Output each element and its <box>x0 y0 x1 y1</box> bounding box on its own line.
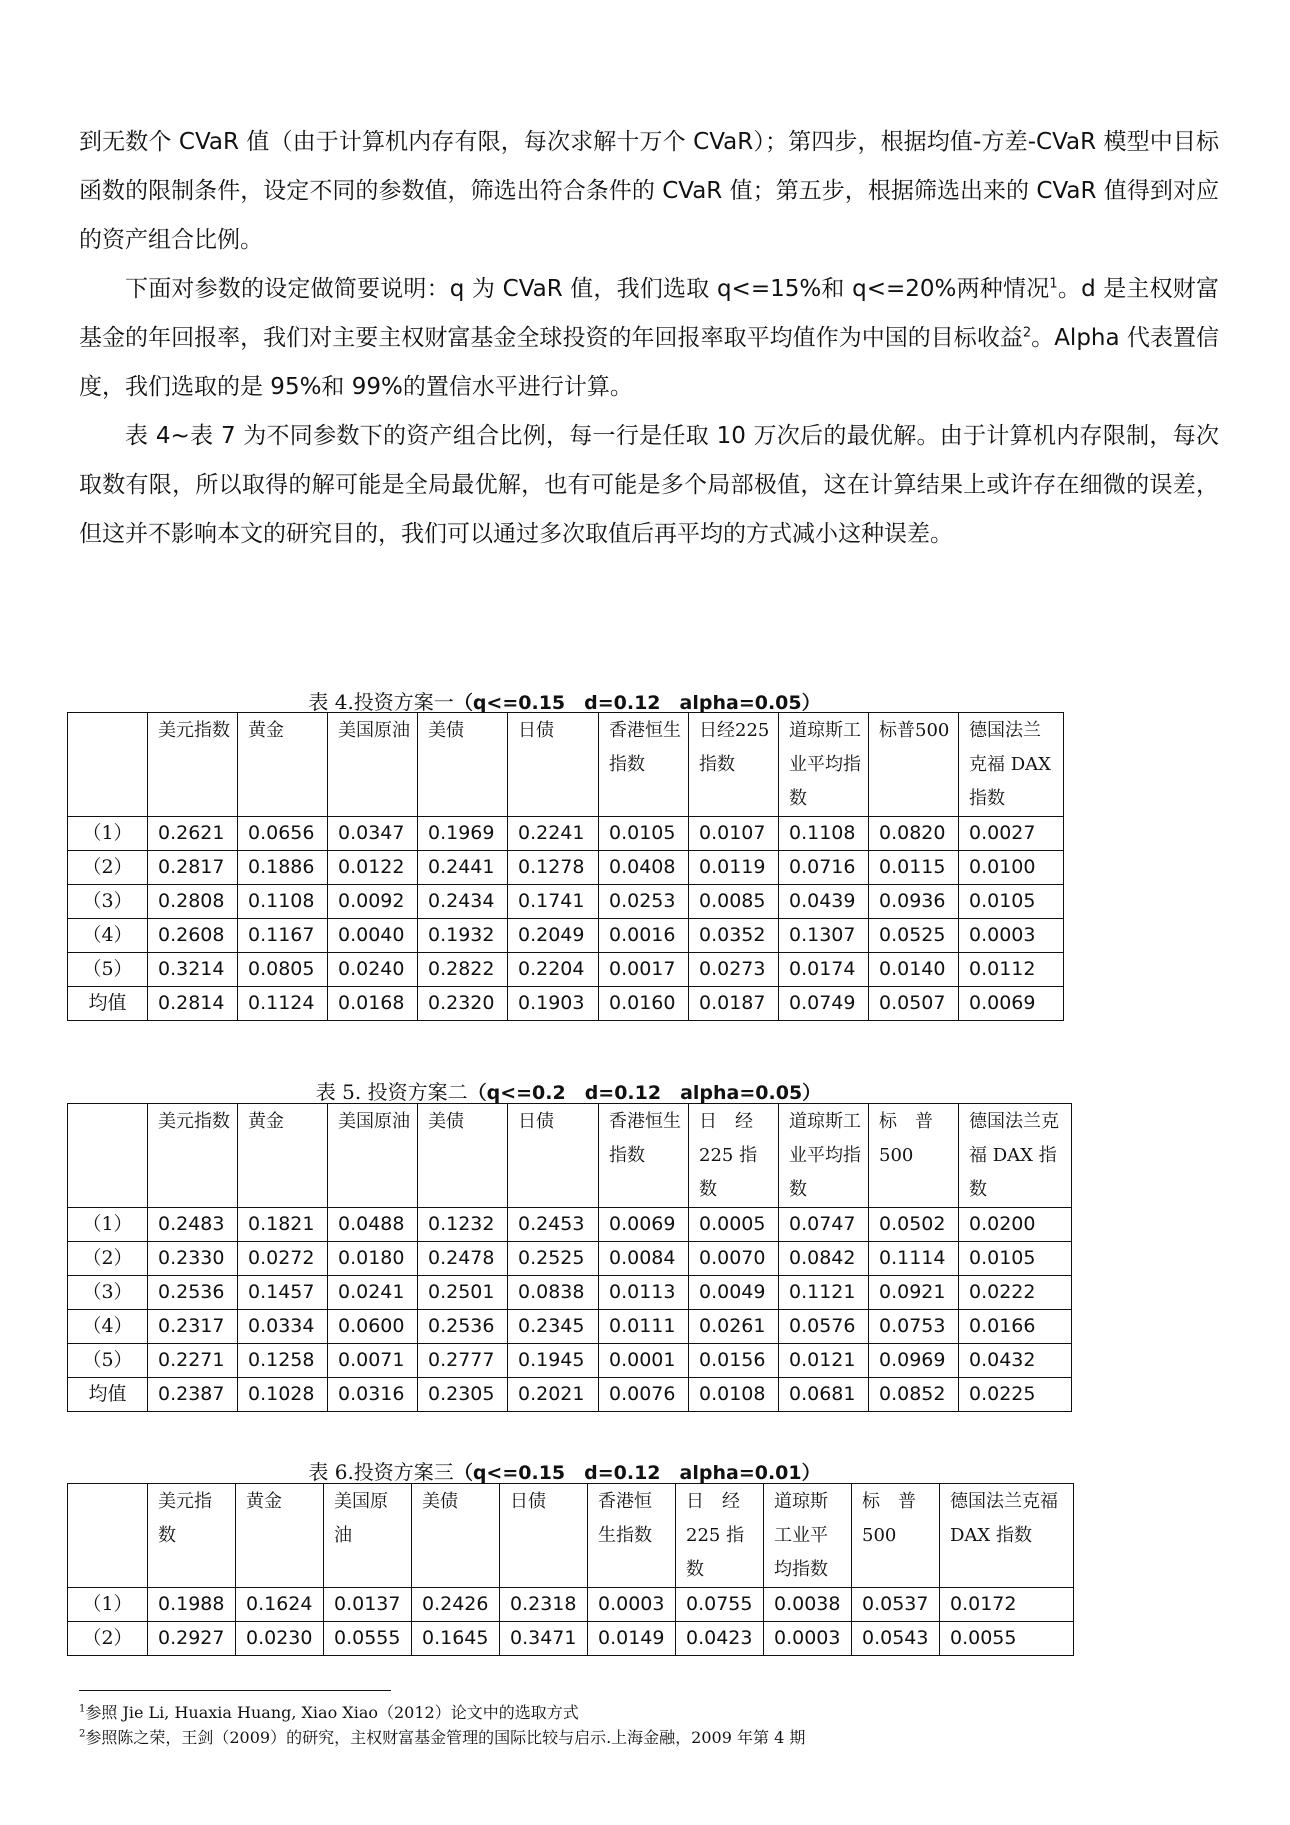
table5-cell: 0.0084 <box>599 1242 689 1276</box>
table6-header-cell: 德国法兰克福 DAX 指数 <box>940 1484 1074 1588</box>
table4-row <box>68 851 1064 885</box>
table4-header-cell: 美元指数 <box>148 713 238 817</box>
table4-cell: 0.0122 <box>328 851 418 885</box>
table4-cell: 0.0352 <box>689 919 779 953</box>
table4-row-label: （2） <box>68 851 148 885</box>
table4-row <box>68 987 1064 1021</box>
table6-row-label: （1） <box>68 1588 148 1622</box>
table5-row <box>68 1242 1072 1276</box>
table6-cell: 0.3471 <box>500 1622 588 1656</box>
table5-row-label: （2） <box>68 1242 148 1276</box>
table4-cell: 0.1124 <box>238 987 328 1021</box>
table5-cell: 0.2317 <box>148 1310 238 1344</box>
table4-cell: 0.1886 <box>238 851 328 885</box>
table4-header-cell: 日债 <box>508 713 599 817</box>
table6-cell: 0.0137 <box>324 1588 412 1622</box>
paragraph-2-part-a: 下面对参数的设定做简要说明：q 为 CVaR 值，我们选取 q<=15%和 q<=20%两种情况 <box>125 276 1050 302</box>
table5-row <box>68 1310 1072 1344</box>
table6-cell: 0.0172 <box>940 1588 1074 1622</box>
table6-header-cell: 香港恒生指数 <box>588 1484 676 1588</box>
table6-cell: 0.0055 <box>940 1622 1074 1656</box>
table6-header-cell: 日 经 225 指数 <box>676 1484 764 1588</box>
table6-caption-title: 表 6.投资方案三 <box>308 1460 454 1484</box>
table4-cell: 0.1969 <box>418 817 508 851</box>
table5-header-cell: 日债 <box>508 1104 599 1208</box>
table4-cell: 0.2608 <box>148 919 238 953</box>
table4-cell: 0.1903 <box>508 987 599 1021</box>
table6-header-cell: 美债 <box>412 1484 500 1588</box>
table5-cell: 0.0921 <box>869 1276 959 1310</box>
table5-cell: 0.2777 <box>418 1344 508 1378</box>
table4-cell: 0.2049 <box>508 919 599 953</box>
table4-header-cell: 德国法兰克福 DAX 指数 <box>959 713 1064 817</box>
table5-header-cell: 标 普 500 <box>869 1104 959 1208</box>
table5-cell: 0.2330 <box>148 1242 238 1276</box>
table4-cell: 0.0253 <box>599 885 689 919</box>
table5-header-cell: 德国法兰克福 DAX 指数 <box>959 1104 1072 1208</box>
table4-header-cell <box>68 713 148 817</box>
table5-caption <box>67 1076 1070 1105</box>
table4-cell: 0.2814 <box>148 987 238 1021</box>
table4-row <box>68 817 1064 851</box>
table6-cell: 0.0755 <box>676 1588 764 1622</box>
table5-header-cell: 美债 <box>418 1104 508 1208</box>
table5-cell: 0.0241 <box>328 1276 418 1310</box>
table5-cell: 0.0105 <box>959 1242 1072 1276</box>
table5-cell: 0.0108 <box>689 1378 779 1412</box>
table5-cell: 0.0156 <box>689 1344 779 1378</box>
paragraph-2-part-b: 。d 是主权财富基金的年回报率，我们对主要主权财富基金全球投资的年回报率取平均值作为中国的目标收益 <box>79 276 1220 351</box>
table4-caption <box>67 686 1062 715</box>
table4-cell: 0.2241 <box>508 817 599 851</box>
footnote-1-mark: 1 <box>79 1703 86 1715</box>
table4-cell: 0.0069 <box>959 987 1064 1021</box>
table5-row <box>68 1276 1072 1310</box>
table5-cell: 0.0071 <box>328 1344 418 1378</box>
table5-cell: 0.1457 <box>238 1276 328 1310</box>
table4-cell: 0.0105 <box>959 885 1064 919</box>
table4-row <box>68 919 1064 953</box>
table4-cell: 0.2808 <box>148 885 238 919</box>
table4-cell: 0.0749 <box>779 987 869 1021</box>
footnote-2-mark: 2 <box>79 1728 86 1740</box>
table4-caption-params: （q<=0.15 d=0.12 alpha=0.05） <box>453 692 821 714</box>
table5-caption-params: （q<=0.2 d=0.12 alpha=0.05） <box>467 1082 822 1104</box>
table5-cell: 0.2536 <box>148 1276 238 1310</box>
table5-cell: 0.0261 <box>689 1310 779 1344</box>
footnote-2 <box>79 1725 805 1750</box>
table5-cell: 0.2271 <box>148 1344 238 1378</box>
table6-cell: 0.1988 <box>148 1588 236 1622</box>
table5-cell: 0.0113 <box>599 1276 689 1310</box>
table5-cell: 0.2501 <box>418 1276 508 1310</box>
table4-cell: 0.0439 <box>779 885 869 919</box>
table5-header-cell: 日 经 225 指数 <box>689 1104 779 1208</box>
table4-row-label: 均值 <box>68 987 148 1021</box>
table5-caption-title: 表 5. 投资方案二 <box>315 1080 468 1104</box>
table6-header-cell: 黄金 <box>236 1484 324 1588</box>
table6-row <box>68 1588 1074 1622</box>
table5-cell: 0.1258 <box>238 1344 328 1378</box>
table5-cell: 0.0838 <box>508 1276 599 1310</box>
table4-cell: 0.0119 <box>689 851 779 885</box>
table5-cell: 0.0200 <box>959 1208 1072 1242</box>
table5 <box>67 1103 1072 1412</box>
footnote-rule <box>79 1690 391 1691</box>
paragraph-3: 表 4~表 7 为不同参数下的资产组合比例，每一行是任取 10 万次后的最优解。由于计算机内存限制，每次取数有限，所以取得的解可能是全局最优解，也有可能是多个局部极值，这在计算结果上或许存在细微的误差，但这并不影响本文的研究目的，我们可以通过多次取值后再平均的方式减小这种误差。 <box>79 423 1219 547</box>
table4-cell: 0.2822 <box>418 953 508 987</box>
table4-cell: 0.0107 <box>689 817 779 851</box>
table5-cell: 0.0222 <box>959 1276 1072 1310</box>
table5-row <box>68 1208 1072 1242</box>
table5-cell: 0.0225 <box>959 1378 1072 1412</box>
table4-cell: 0.2204 <box>508 953 599 987</box>
table4-header-cell: 道琼斯工业平均指数 <box>779 713 869 817</box>
table4-cell: 0.0160 <box>599 987 689 1021</box>
table4-header-cell: 美债 <box>418 713 508 817</box>
table4-cell: 0.2817 <box>148 851 238 885</box>
table4-cell: 0.0408 <box>599 851 689 885</box>
table6-header-cell <box>68 1484 148 1588</box>
table4-cell: 0.0240 <box>328 953 418 987</box>
paragraph-2 <box>79 265 1219 412</box>
table5-cell: 0.2305 <box>418 1378 508 1412</box>
table4-header-cell: 黄金 <box>238 713 328 817</box>
table4-caption-title: 表 4.投资方案一 <box>308 690 454 714</box>
table5-cell: 0.1114 <box>869 1242 959 1276</box>
table5-cell: 0.0969 <box>869 1344 959 1378</box>
table4-header-cell: 标普500 <box>869 713 959 817</box>
table6-cell: 0.2318 <box>500 1588 588 1622</box>
table4-cell: 0.0115 <box>869 851 959 885</box>
table5-cell: 0.0600 <box>328 1310 418 1344</box>
table5-cell: 0.0069 <box>599 1208 689 1242</box>
table4-header-row <box>68 713 1064 817</box>
table4-row-label: （5） <box>68 953 148 987</box>
table5-header-cell <box>68 1104 148 1208</box>
table4-header-cell: 美国原油 <box>328 713 418 817</box>
table4-cell: 0.2320 <box>418 987 508 1021</box>
table5-row <box>68 1344 1072 1378</box>
table5-cell: 0.0316 <box>328 1378 418 1412</box>
table5-cell: 0.0005 <box>689 1208 779 1242</box>
table5-cell: 0.2345 <box>508 1310 599 1344</box>
table4-cell: 0.0003 <box>959 919 1064 953</box>
table5-cell: 0.0852 <box>869 1378 959 1412</box>
table6-cell: 0.0003 <box>588 1588 676 1622</box>
table5-cell: 0.0432 <box>959 1344 1072 1378</box>
table4-header-cell: 日经225 指数 <box>689 713 779 817</box>
table4-row-label: （4） <box>68 919 148 953</box>
table5-cell: 0.1232 <box>418 1208 508 1242</box>
table4-cell: 0.1932 <box>418 919 508 953</box>
table6-cell: 0.0543 <box>852 1622 940 1656</box>
table4-cell: 0.1108 <box>779 817 869 851</box>
footnotes <box>79 1700 805 1750</box>
table4-cell: 0.0273 <box>689 953 779 987</box>
table5-cell: 0.0166 <box>959 1310 1072 1344</box>
table4-cell: 0.3214 <box>148 953 238 987</box>
table4-row <box>68 953 1064 987</box>
table4-cell: 0.0525 <box>869 919 959 953</box>
table5-header-cell: 黄金 <box>238 1104 328 1208</box>
table4-cell: 0.0174 <box>779 953 869 987</box>
table6 <box>67 1483 1074 1656</box>
table4-cell: 0.0168 <box>328 987 418 1021</box>
table5-cell: 0.0753 <box>869 1310 959 1344</box>
table4-cell: 0.0040 <box>328 919 418 953</box>
table5-cell: 0.0272 <box>238 1242 328 1276</box>
table6-cell: 0.2426 <box>412 1588 500 1622</box>
table5-cell: 0.0111 <box>599 1310 689 1344</box>
table6-header-cell: 美国原油 <box>324 1484 412 1588</box>
table4-row-label: （3） <box>68 885 148 919</box>
table5-cell: 0.2478 <box>418 1242 508 1276</box>
table5-cell: 0.0076 <box>599 1378 689 1412</box>
table4-cell: 0.0805 <box>238 953 328 987</box>
table5-cell: 0.1945 <box>508 1344 599 1378</box>
table5-cell: 0.0747 <box>779 1208 869 1242</box>
table4-cell: 0.1741 <box>508 885 599 919</box>
table5-cell: 0.2021 <box>508 1378 599 1412</box>
table4-cell: 0.0105 <box>599 817 689 851</box>
body-text <box>79 118 1219 559</box>
table5-cell: 0.1121 <box>779 1276 869 1310</box>
table6-cell: 0.0149 <box>588 1622 676 1656</box>
table5-cell: 0.0576 <box>779 1310 869 1344</box>
table5-header-cell: 香港恒生指数 <box>599 1104 689 1208</box>
table5-cell: 0.1821 <box>238 1208 328 1242</box>
table5-header-cell: 美元指数 <box>148 1104 238 1208</box>
table4-cell: 0.0027 <box>959 817 1064 851</box>
table4-cell: 0.0092 <box>328 885 418 919</box>
table5-cell: 0.2453 <box>508 1208 599 1242</box>
table4-cell: 0.0716 <box>779 851 869 885</box>
table4 <box>67 712 1064 1021</box>
footnote-ref-1[interactable]: 1 <box>1049 276 1058 292</box>
table4-row <box>68 885 1064 919</box>
table5-cell: 0.0049 <box>689 1276 779 1310</box>
table6-header-cell: 日债 <box>500 1484 588 1588</box>
table6-cell: 0.0038 <box>764 1588 852 1622</box>
table5-cell: 0.1028 <box>238 1378 328 1412</box>
table5-cell: 0.2387 <box>148 1378 238 1412</box>
table4-cell: 0.0112 <box>959 953 1064 987</box>
table5-cell: 0.0488 <box>328 1208 418 1242</box>
table6-cell: 0.1624 <box>236 1588 324 1622</box>
table6-cell: 0.0230 <box>236 1622 324 1656</box>
paragraph-1: 到无数个 CVaR 值（由于计算机内存有限，每次求解十万个 CVaR）；第四步，根据均值-方差-CVaR 模型中目标函数的限制条件，设定不同的参数值，筛选出符合条件的 CVaR 值；第五步，根据筛选出来的 CVaR 值得到对应的资产组合比例。 <box>79 129 1219 253</box>
table4-cell: 0.0187 <box>689 987 779 1021</box>
table4-cell: 0.2434 <box>418 885 508 919</box>
paragraph-2-part-c: 。Alpha 代表置信度，我们选取的是 95%和 99%的置信水平进行计算。 <box>79 325 1219 400</box>
table5-header-cell: 道琼斯工业平均指数 <box>779 1104 869 1208</box>
table4-cell: 0.2621 <box>148 817 238 851</box>
table6-caption-params: （q<=0.15 d=0.12 alpha=0.01） <box>453 1462 821 1484</box>
table6-row <box>68 1622 1074 1656</box>
table4-cell: 0.0936 <box>869 885 959 919</box>
table4-cell: 0.0820 <box>869 817 959 851</box>
table4-cell: 0.0347 <box>328 817 418 851</box>
table5-cell: 0.0502 <box>869 1208 959 1242</box>
table4-cell: 0.1167 <box>238 919 328 953</box>
footnote-2-text: 参照陈之荣，王剑（2009）的研究，主权财富基金管理的国际比较与启示.上海金融，2009 年第 4 期 <box>85 1728 806 1747</box>
table6-row-label: （2） <box>68 1622 148 1656</box>
table5-row-label: 均值 <box>68 1378 148 1412</box>
table4-cell: 0.0085 <box>689 885 779 919</box>
footnote-1 <box>79 1700 805 1725</box>
table4-cell: 0.0017 <box>599 953 689 987</box>
table5-cell: 0.2483 <box>148 1208 238 1242</box>
table4-header-cell: 香港恒生指数 <box>599 713 689 817</box>
table6-cell: 0.2927 <box>148 1622 236 1656</box>
table4-cell: 0.0656 <box>238 817 328 851</box>
table5-cell: 0.0180 <box>328 1242 418 1276</box>
table5-header-row <box>68 1104 1072 1208</box>
table6-cell: 0.0537 <box>852 1588 940 1622</box>
table6-header-cell: 道琼斯工业平均指数 <box>764 1484 852 1588</box>
table5-row <box>68 1378 1072 1412</box>
table4-cell: 0.1108 <box>238 885 328 919</box>
table5-cell: 0.0842 <box>779 1242 869 1276</box>
table4-cell: 0.1278 <box>508 851 599 885</box>
footnote-1-text: 参照 Jie Li, Huaxia Huang, Xiao Xiao（2012）论文中的选取方式 <box>85 1703 579 1722</box>
table4-cell: 0.0100 <box>959 851 1064 885</box>
table4-cell: 0.0016 <box>599 919 689 953</box>
table6-cell: 0.1645 <box>412 1622 500 1656</box>
table5-cell: 0.0334 <box>238 1310 328 1344</box>
table5-cell: 0.0001 <box>599 1344 689 1378</box>
table6-caption <box>67 1456 1062 1485</box>
table4-row-label: （1） <box>68 817 148 851</box>
table6-cell: 0.0555 <box>324 1622 412 1656</box>
table5-cell: 0.2536 <box>418 1310 508 1344</box>
table4-cell: 0.2441 <box>418 851 508 885</box>
table5-row-label: （4） <box>68 1310 148 1344</box>
table5-row-label: （1） <box>68 1208 148 1242</box>
footnote-ref-2[interactable]: 2 <box>1022 325 1032 341</box>
table5-cell: 0.0681 <box>779 1378 869 1412</box>
table5-row-label: （3） <box>68 1276 148 1310</box>
table5-cell: 0.0070 <box>689 1242 779 1276</box>
table4-cell: 0.0507 <box>869 987 959 1021</box>
table4-cell: 0.0140 <box>869 953 959 987</box>
table6-cell: 0.0003 <box>764 1622 852 1656</box>
table6-cell: 0.0423 <box>676 1622 764 1656</box>
table6-header-row <box>68 1484 1074 1588</box>
table5-cell: 0.0121 <box>779 1344 869 1378</box>
table6-header-cell: 标 普 500 <box>852 1484 940 1588</box>
table6-header-cell: 美元指数 <box>148 1484 236 1588</box>
table4-cell: 0.1307 <box>779 919 869 953</box>
table5-row-label: （5） <box>68 1344 148 1378</box>
table5-cell: 0.2525 <box>508 1242 599 1276</box>
table5-header-cell: 美国原油 <box>328 1104 418 1208</box>
